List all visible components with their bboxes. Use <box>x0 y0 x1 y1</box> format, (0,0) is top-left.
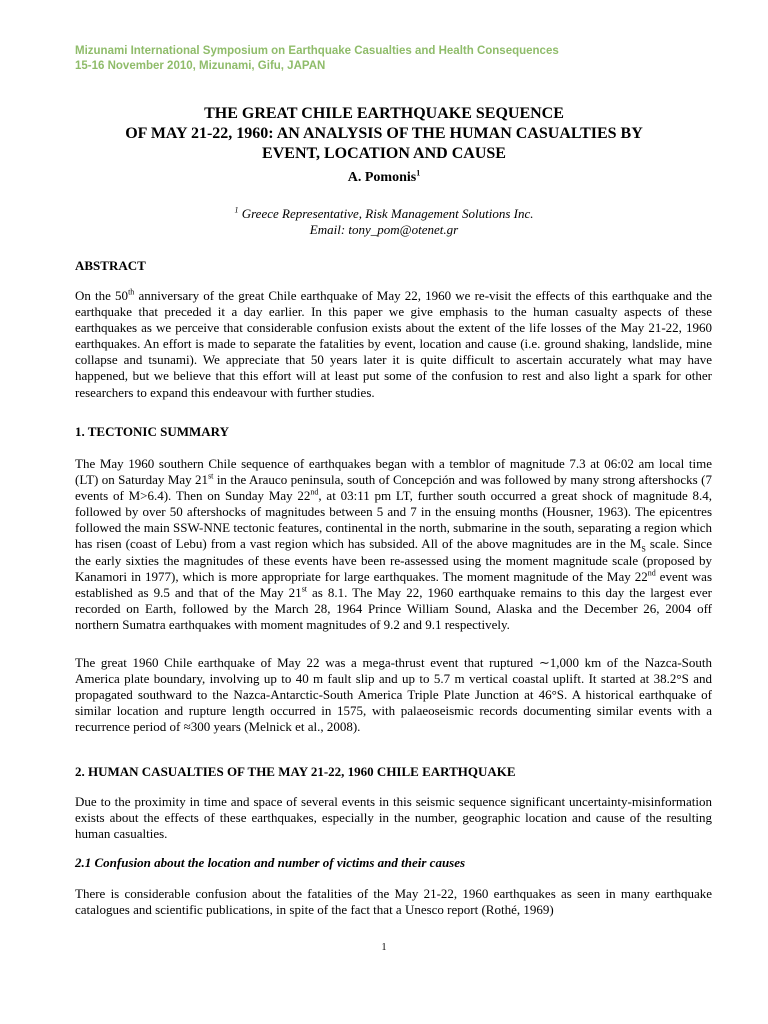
section-1-paragraph-2: The great 1960 Chile earthquake of May 22 was a mega-thrust event that ruptured ∼1,000 km of the Nazca-South America plate boundary, involving up to 40 m fault slip and up to 5.7 m vertical coastal uplift. It started at 38.2°S and propagated southward to the Nazca-Antarctic-South America Triple Plate Junction at 46°S. A historical earthquake of similar location and rupture length occurred in 1575, with palaeoseismic records documenting similar events with a recurrence period of ≈300 years (Melnick et al., 2008). <box>75 655 712 735</box>
author <box>0 170 768 186</box>
title-line-3: EVENT, LOCATION AND CAUSE <box>262 145 506 162</box>
author-affiliation-marker: 1 <box>416 168 421 178</box>
title-line-1: THE GREAT CHILE EARTHQUAKE SEQUENCE <box>204 105 564 122</box>
section-2-paragraph-1: Due to the proximity in time and space of several events in this seismic sequence significant uncertainty-misinformation exists about the effects of these earthquakes, especially in the number, geographic location and cause of the resulting human casualties. <box>75 794 712 842</box>
section-2-paragraph-2: There is considerable confusion about the fatalities of the May 21-22, 1960 earthquakes as seen in many earthquake catalogues and scientific publications, in spite of the fact that a Unesco report (Rothé, 1969) <box>75 886 712 918</box>
paper-title <box>0 104 768 164</box>
section-1-paragraph-1: The May 1960 southern Chile sequence of earthquakes began with a temblor of magnitude 7.3 at 06:02 am local time (LT) on Saturday May 21st in the Arauco peninsula, south of Concepción and was followed by many strong aftershocks (7 events of M>6.4). Then on Sunday May 22nd, at 03:11 pm LT, further south occurred a great shock of magnitude 8.4, followed by over 50 aftershocks of magnitudes between 5 and 7 in the ensuing months (Housner, 1963). The epicentres followed the main SSW-NNE tectonic features, continental in the north, submarine in the south, separating a region which has risen (coast of Lebu) from a vast region which has subsided. All of the above magnitudes are in the $M_S$ scale. Since the early sixties the magnitudes of these events have been re-assessed using the moment magnitude scale (proposed by Kanamori in 1977), which is more appropriate for large earthquakes. The moment magnitude of the May 22nd event was established as 9.5 and that of the May 21st as 8.1. The May 22, 1960 earthquake remains to this day the largest ever recorded on Earth, followed by the March 28, 1964 Prince William Sound, Alaska and the December 26, 2004 off northern Sumatra earthquakes with moment magnitudes of 9.2 and 9.1 respectively. <box>75 456 713 632</box>
title-line-2: OF MAY 21-22, 1960: AN ANALYSIS OF THE HUMAN CASUALTIES BY <box>125 125 643 142</box>
abstract-heading: ABSTRACT <box>75 258 146 273</box>
conference-header <box>75 44 559 74</box>
affiliation <box>0 206 768 238</box>
page-number: 1 <box>381 942 387 953</box>
affiliation-org: Greece Representative, Risk Management Solutions Inc. <box>241 206 534 221</box>
subsection-2-1-heading: 2.1 Confusion about the location and number of victims and their causes <box>75 855 466 870</box>
conference-date-location: 15-16 November 2010, Mizunami, Gifu, JAPAN <box>75 60 326 72</box>
affiliation-email: Email: tony_pom@otenet.gr <box>309 222 459 237</box>
affiliation-marker: 1 <box>234 205 239 215</box>
abstract-paragraph: On the 50th anniversary of the great Chile earthquake of May 22, 1960 we re-visit the effects of this earthquake and the earthquake that preceded it a day earlier. In this paper we give emphasis to the human casualty aspects of these earthquakes as we perceive that considerable confusion exists about the extent of the life losses of the May 21-22, 1960 earthquakes. An effort is made to separate the fatalities by event, location and cause (i.e. ground shaking, landslide, mine collapse and tsunami). We appreciate that 50 years later it is quite difficult to ascertain accurately what may have happened, but we believe that this effort will at least put some of the confusion to rest and also light a spark for other researchers to expand this endeavour with further studies. <box>75 287 712 400</box>
conference-name: Mizunami International Symposium on Earthquake Casualties and Health Consequences <box>75 45 559 57</box>
author-name: A. Pomonis <box>347 170 417 185</box>
section-1-heading: 1. TECTONIC SUMMARY <box>75 424 229 439</box>
section-2-heading: 2. HUMAN CASUALTIES OF THE MAY 21-22, 1960 CHILE EARTHQUAKE <box>75 764 516 779</box>
